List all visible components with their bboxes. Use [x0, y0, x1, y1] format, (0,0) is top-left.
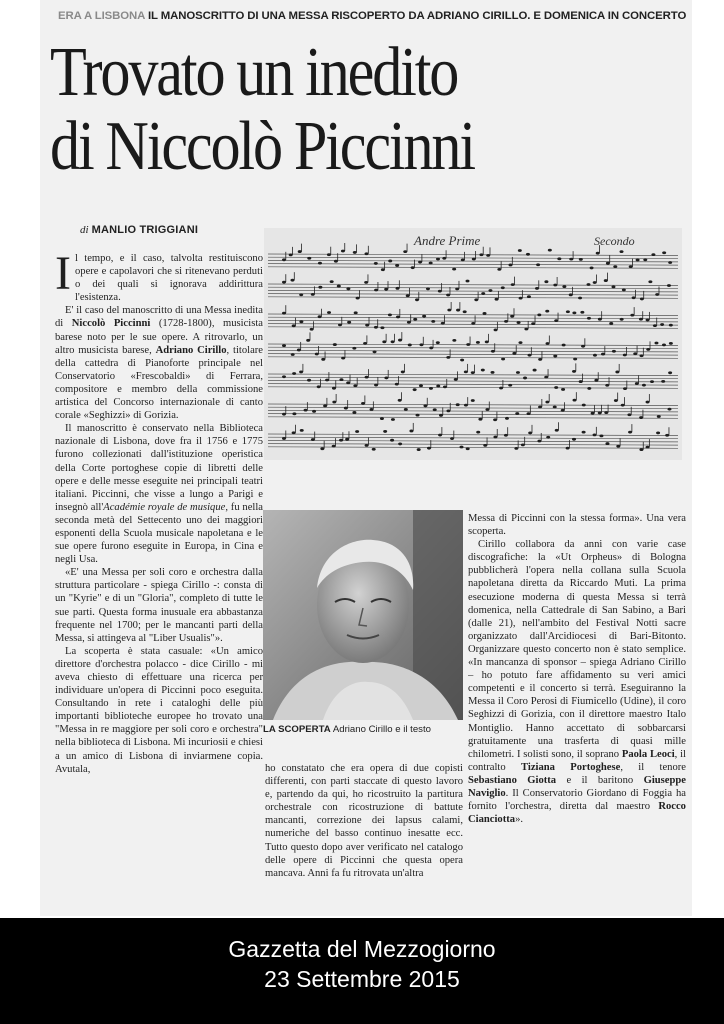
- bold-name: Adriano Cirillo: [155, 344, 227, 356]
- paragraph: [55, 422, 263, 566]
- portrait-photo: [263, 510, 463, 720]
- newspaper-clipping: [40, 0, 692, 916]
- caption-text: Adriano Cirillo e il testo: [332, 724, 431, 735]
- article-column-1: [55, 252, 263, 912]
- caption-keyword: LA SCOPERTA: [263, 724, 331, 735]
- paragraph: La scoperta è stata casuale: «Un amico direttore d'orchestra polacco - dice Cirillo - mi aveva chiesto di effettuare una ricerca per individuare un'opera di Piccinni poco eseguita. Consultando in rete i cataloghi delle più importanti biblioteche europee ho trovato una "Messa in re maggiore per soli coro e orchestra" nella biblioteca di Lisbona. Mi incuriosii e chiesi a un amico di Lisbona di inviarmene copia. Avutala,: [55, 645, 263, 775]
- paragraph: [468, 538, 686, 826]
- byline-author: MANLIO TRIGGIANI: [91, 224, 199, 236]
- music-staff-drawing: [264, 228, 682, 460]
- score-heading-2: Secondo: [594, 234, 635, 248]
- paragraph-text: , fu nella seconda metà del Settecento uno dei maggiori esponenti della Scuola musicale napoletana e le sue opere furono eseguite in Europa, in Cina e negli Usa.: [55, 501, 263, 566]
- bold-name: Paola Leoci: [621, 748, 675, 760]
- source-publication: Gazzetta del Mezzogiorno: [228, 936, 496, 962]
- bold-name: Sebastiano Giotta: [468, 774, 557, 786]
- byline: [80, 224, 198, 236]
- headline-line-1: Trovato un inedito: [50, 34, 458, 111]
- paragraph: ho constatato che era opera di due copisti differenti, con parti staccate di questo lavoro e, partendo da qui, ho ricostruito la partitura orchestrale con ricostruzione di battute mancanti, correzione dei lapsus calami, numeriche del basso continuo inesatte ecc. Tutto questo dopo aver verificato nel catalogo delle opere di Piccinni che questa opera mancava. Anni fa fu ritrovata un'altra: [265, 763, 463, 879]
- photo-caption: [263, 724, 463, 735]
- article-headline: [50, 36, 600, 184]
- paragraph-text: , il contralto: [468, 748, 686, 773]
- bold-name: Tiziana Portoghese: [521, 761, 621, 773]
- paragraph-text: l tempo, e il caso, talvolta restituiscono opere e capolavori che si ritenevano perduti o dei quali si ignorava addirittura l'esistenza.: [74, 253, 263, 304]
- kicker-text: IL MANOSCRITTO DI UNA MESSA RISCOPERTO DA ADRIANO CIRILLO. E DOMENICA IN CONCERTO: [147, 10, 687, 22]
- portrait-drawing: [263, 510, 463, 720]
- paragraph-text: ».: [515, 814, 524, 826]
- paragraph-text: e il baritono: [566, 774, 634, 786]
- kicker-lead: ERA A LISBONA: [58, 10, 145, 22]
- paragraph-text: , il tenore: [620, 761, 686, 773]
- article-column-2: [265, 762, 463, 912]
- source-footer: [0, 918, 724, 1024]
- paragraph-text: Il manoscritto è conservato nella Biblioteca nazionale di Lisbona, dove fra il 1756 e 1775 furono collezionati dall'istituzione operistica della Corte portoghese copie di libretti delle opere e delle messe eseguite nei principali teatri italiani. Piccinni, che visse a lungo a Parigi e insegnò all': [55, 423, 263, 513]
- bold-name: Niccolò Piccinni: [71, 318, 151, 330]
- bold-name: Rocco Cianciotta: [468, 801, 686, 826]
- paragraph: «E' una Messa per soli coro e orchestra dalla struttura particolare - spiega Cirillo -: consta di un "Kyrie" e di un "Gloria", completo di tutte le sue parti. Questa forma inusuale era abbastanza frequente nel 1700; per le mancanti parti della Messa, si attingeva al "Liber Usualis"».: [55, 567, 263, 644]
- bold-name: Giuseppe Naviglio: [468, 774, 686, 799]
- paragraph-text: , titolare della cattedra di Pianoforte principale nel Conservatorio «Frescobaldi» di Ferrara, compositore e membro della commissione artistica del Concorso internazionale di canto corale «Seghizzi» di Gorizia.: [55, 344, 263, 422]
- source-date: 23 Settembre 2015: [264, 966, 460, 992]
- article-kicker: [58, 10, 692, 22]
- paragraph: Messa di Piccinni con la stessa forma». Una vera scoperta.: [468, 513, 686, 538]
- paragraph-text: E' il caso del manoscritto di una Messa inedita di: [55, 305, 263, 330]
- paragraph-text: (1728-1800), musicista barese noto per le sue opere. A ritrovarlo, un altro musicista barese,: [55, 318, 263, 356]
- paragraph: [55, 252, 263, 304]
- headline-line-2: di Niccolò Piccinni: [50, 108, 474, 185]
- music-manuscript-image: [264, 228, 682, 460]
- paragraph: [55, 304, 263, 422]
- article-column-3: [468, 512, 686, 912]
- italic-text: Académie royale de musique: [103, 501, 226, 513]
- paragraph-text: Cirillo collabora da anni con varie case discografiche: la «Ut Orpheus» di Bologna pubblicherà l'opera nella collana sulla Scuola napoletana diretta da Riccardo Muti. La prima esecuzione moderna di questa Messa si terrà domenica, nella Cattedrale di San Sabino, a Bari (dalle 21), nell'ambito del Festival Notti sacre organizzato dall'Arcidiocesi di Bari-Bitonto. Organizzare questo concerto non è stato semplice. «In mancanza di sponsor – spiega Adriano Cirillo – ho potuto fare affidamento su veri amici competenti e il concerto si terrà. Eseguiranno la Messa il Coro Perosi di Fiumicello (Udine), il coro Seghizzi di Gorizia, con il direttore maestro Italo Montiglio. Hanno accettato di sobbarcarsi gratuitamente una trasferta di quasi mille chilometri. I solisti sono, il soprano: [468, 539, 686, 760]
- byline-prefix: di: [80, 224, 89, 236]
- score-heading-1: Andre Prime: [414, 233, 481, 248]
- dropcap: I: [55, 252, 71, 300]
- paragraph-text: . Il Conservatorio Giordano di Foggia ha fornito l'orchestra, diretta dal maestro: [468, 787, 686, 813]
